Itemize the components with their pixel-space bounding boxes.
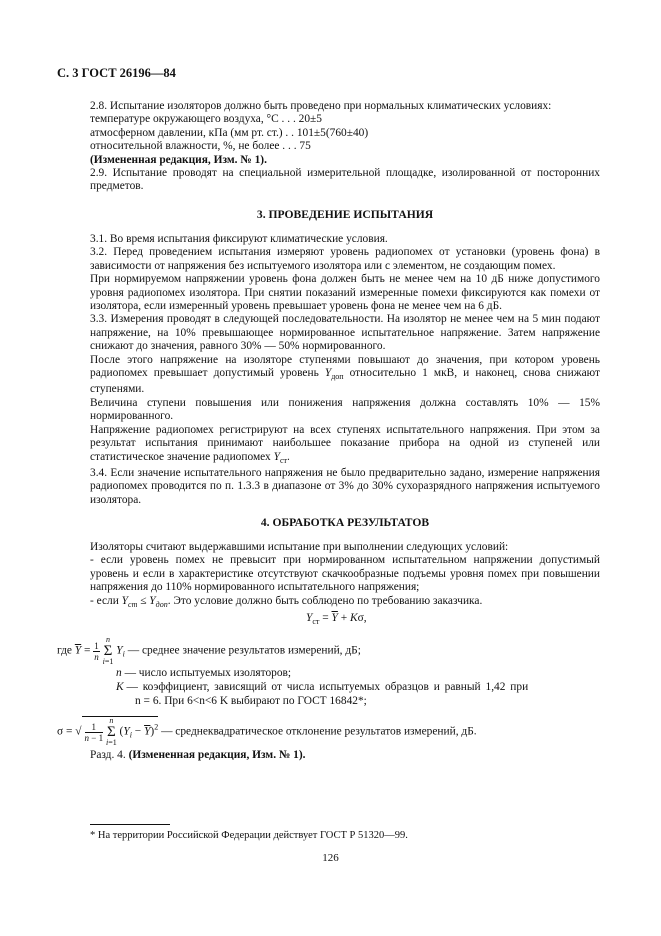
text-run: . Это условие должно быть соблюдено по требованию заказчика.: [167, 594, 483, 607]
subscript-dop: доп: [331, 372, 344, 382]
formula-sigma: σ = √ $\frac{1}{n - 1}$ n Σ i=1 $(Y_i - \overline{Y})^2$ — среднеквадратическое отклонение результатов измерений, дБ.: [57, 716, 477, 747]
sigma-description: — среднеквадратическое отклонение результатов измерений, дБ.: [161, 725, 477, 738]
paragraph-3-3-d: [90, 424, 600, 467]
text-run: - если: [90, 594, 122, 607]
section-2-block: [90, 100, 600, 194]
symbol-k: K: [116, 681, 124, 693]
paragraph-3-1: 3.1. Во время испытания фиксируют климатические условия.: [90, 233, 388, 245]
revision-prefix: Разд. 4.: [90, 749, 129, 761]
where-label: где: [57, 644, 72, 657]
paragraph-3-2: 3.2. Перед проведением испытания измеряют уровень радиопомех от установки (уровень фона) в зависимости от напряжения без испытуемого изолятора или с элементом, не создающим помех.: [90, 246, 600, 272]
section-4-revision: [90, 749, 306, 761]
condition-temperature: температуре окружающего воздуха, °С . . . 20±5: [90, 113, 322, 126]
definition-k-2: [135, 695, 367, 707]
section-4-heading: 4. ОБРАБОТКА РЕЗУЛЬТАТОВ: [260, 516, 430, 529]
formula-y-st: $Y_{ст} = \overline{Y} + K\sigma$,: [306, 612, 367, 626]
text-run: После этого напряжение на изоляторе ступенями повышают до значения, при котором уровень радиопомех превышает допустимый уровень: [90, 353, 600, 380]
symbol-n: n: [116, 667, 122, 679]
definition-k: [116, 681, 528, 693]
section-4-block: [90, 541, 600, 611]
condition-humidity: относительной влажности, %, не более . . . 75: [90, 140, 311, 153]
condition-pressure: атмосферном давлении, кПа (мм рт. ст.) . . 101±5(760±40): [90, 126, 369, 139]
k-description: — коэффициент, зависящий от числа испытуемых образцов и равный 1,42 при: [126, 681, 529, 693]
section-3-heading: 3. ПРОВЕДЕНИЕ ИСПЫТАНИЯ: [256, 208, 434, 221]
text-run: .: [287, 450, 290, 463]
paragraph-2-8: 2.8. Испытание изоляторов должно быть проведено при нормальных климатических условиях:: [90, 100, 552, 112]
inequality: $Y_{ст} \le Y_{доп}$: [121, 594, 168, 609]
paragraph-3-3-c: Величина ступени повышения или понижения напряжения должна составлять 10% — 15% нормированного.: [90, 396, 600, 423]
footnote-divider: [90, 824, 170, 825]
mean-description: — среднее значение результатов измерений, дБ;: [127, 644, 361, 657]
page-number: 126: [322, 852, 339, 864]
text-run: относительно 1 мкВ, и наконец, снова снижают ступенями.: [90, 367, 600, 396]
paragraph-3-3: 3.3. Измерения проводят в следующей последовательности. На изолятор не менее чем на 5 мин подают напряжение, на 10% превышающее нормированное испытательное напряжение. Затем напряжение снижают до значения, равного 30% — 50% нормированного.: [90, 313, 600, 353]
text-run: Напряжение радиопомех регистрируют на всех ступенях испытательного напряжения. При этом за результат испытания принимают наибольшее показание прибора на одной из ступеней или статистическое значение радиопомех: [90, 423, 600, 463]
paragraph-3-2-b: При нормируемом напряжении уровень фона должен быть не менее чем на 10 дБ ниже допустимого уровня радиопомех изолятора. При снятии показаний измеренные помехи фиксируются как помехи от изолятора, если измеренный уровень превышает уровень фона не менее чем на 6 дБ.: [90, 273, 600, 313]
symbol-y: Y: [324, 367, 332, 380]
formula-mean-line: где $\overline{Y}$ = $\frac{1}{n}$ n Σ i=1 $Y_i$ — среднее значение результатов измерений, дБ;: [57, 635, 361, 666]
paragraph-3-3-b: [90, 354, 600, 397]
paragraph-4-condition-2: [90, 595, 600, 611]
paragraph-2-9: 2.9. Испытание проводят на специальной измерительной площадке, изолированной от посторонних предметов.: [90, 167, 600, 193]
paragraph-4-condition-1: - если уровень помех не превысит при нормированном испытательном напряжении допустимый уровень и если в характеристике отсутствуют скачкообразные подъемы уровня помех при повышении напряжения до 110% нормированного испытательного напряжения;: [90, 554, 600, 594]
subscript-st: ст: [279, 455, 287, 465]
revision-note: (Измененная редакция, Изм. № 1).: [128, 749, 306, 761]
n-description: — число испытуемых изоляторов;: [124, 667, 292, 679]
page-header: С. 3 ГОСТ 26196—84: [57, 66, 176, 80]
revision-note: (Измененная редакция, Изм. № 1).: [90, 153, 267, 166]
k-description-2: n = 6. При 6<n<6 K выбирают по ГОСТ 16842*;: [135, 695, 367, 707]
definition-n: [116, 667, 291, 679]
footnote: * На территории Российской Федерации действует ГОСТ Р 51320—99.: [90, 830, 408, 841]
symbol-y: Y: [273, 450, 280, 463]
paragraph-3-4: 3.4. Если значение испытательного напряжения не было предварительно задано, измерение напряжения радиопомех проводится по п. 1.3.3 в диапазоне от 3% до 30% сухоразрядного напряжения испытуемого изолятора.: [90, 466, 600, 506]
section-3-block: [90, 233, 600, 507]
paragraph-4-intro: Изоляторы считают выдержавшими испытание при выполнении следующих условий:: [90, 541, 509, 553]
